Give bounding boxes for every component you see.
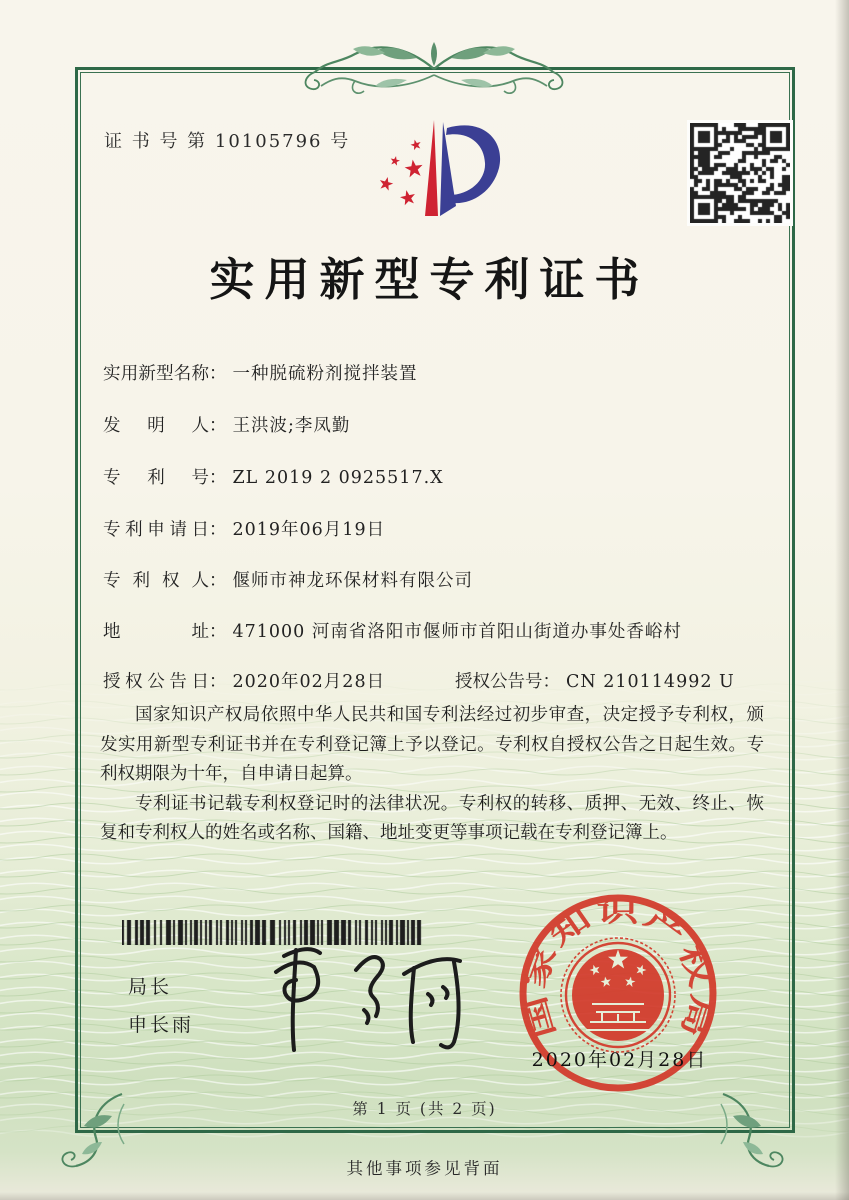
field-colon: ： (209, 364, 227, 384)
official-seal (512, 892, 724, 1104)
legal-text (100, 701, 764, 849)
field-label: 专利权人 (103, 571, 209, 591)
certificate-number: 证 书 号 第 10105796 号 (104, 131, 351, 152)
field-row-address (103, 618, 682, 643)
field-row-patentee (103, 567, 473, 592)
field-row-patent-number (103, 464, 444, 489)
field-colon: ： (209, 571, 227, 591)
field-value: 471000 河南省洛阳市偃师市首阳山街道办事处香峪村 (232, 622, 682, 642)
field-value: CN 210114992 U (566, 672, 735, 692)
seal-date: 2020年02月28日 (531, 1049, 708, 1071)
field-label: 专利申请日 (103, 520, 209, 540)
field-value: 2020年02月28日 (232, 672, 386, 692)
field-label: 授权公告日 (103, 672, 209, 692)
field-colon: ： (209, 520, 227, 540)
page-number: 第 1 页 (共 2 页) (352, 1100, 497, 1118)
field-colon: ： (209, 468, 227, 488)
field-label: 发明人 (103, 416, 209, 436)
field-value: 一种脱硫粉剂搅拌装置 (232, 364, 418, 384)
field-label: 专利号 (103, 468, 209, 488)
national-emblem-icon (561, 938, 675, 1052)
field-colon: ： (209, 622, 227, 642)
certificate-title: 实用新型专利证书 (209, 253, 650, 306)
field-value: ZL 2019 2 0925517.X (232, 468, 444, 488)
field-row-inventor (103, 412, 350, 437)
seal-text: 国家知识产权局 (517, 893, 720, 1042)
field-row-grant-number (455, 668, 735, 693)
field-label: 授权公告号 (455, 672, 543, 692)
legal-paragraph-2: 专利证书记载专利权登记时的法律状况。专利权的转移、质押、无效、终止、恢复和专利权人的姓名或名称、国籍、地址变更等事项记载在专利登记簿上。 (100, 793, 764, 843)
commissioner-name: 申长雨 (128, 1014, 195, 1036)
field-row-grant-date (103, 668, 385, 693)
field-label: 实用新型名称 (103, 364, 209, 384)
legal-paragraph-1: 国家知识产权局依照中华人民共和国专利法经过初步审查，决定授予专利权，颁发实用新型专利证书并在专利登记簿上予以登记。专利权自授权公告之日起生效。专利权期限为十年，自申请日起算。 (100, 705, 764, 784)
field-colon: ： (209, 672, 227, 692)
field-label: 地址 (103, 622, 209, 642)
field-value: 偃师市神龙环保材料有限公司 (232, 571, 473, 591)
field-colon: ： (209, 416, 227, 436)
back-side-note: 其他事项参见背面 (346, 1159, 503, 1178)
handwritten-signature-icon (246, 928, 474, 1066)
field-row-filing-date (103, 516, 385, 541)
field-row-invention-name (103, 360, 418, 385)
commissioner-title: 局长 (128, 976, 173, 998)
qr-code-icon (687, 120, 793, 226)
cnipa-logo-icon (338, 106, 534, 234)
field-value: 2019年06月19日 (232, 520, 386, 540)
field-value: 王洪波;李凤勤 (232, 416, 351, 436)
field-colon: ： (542, 672, 560, 692)
